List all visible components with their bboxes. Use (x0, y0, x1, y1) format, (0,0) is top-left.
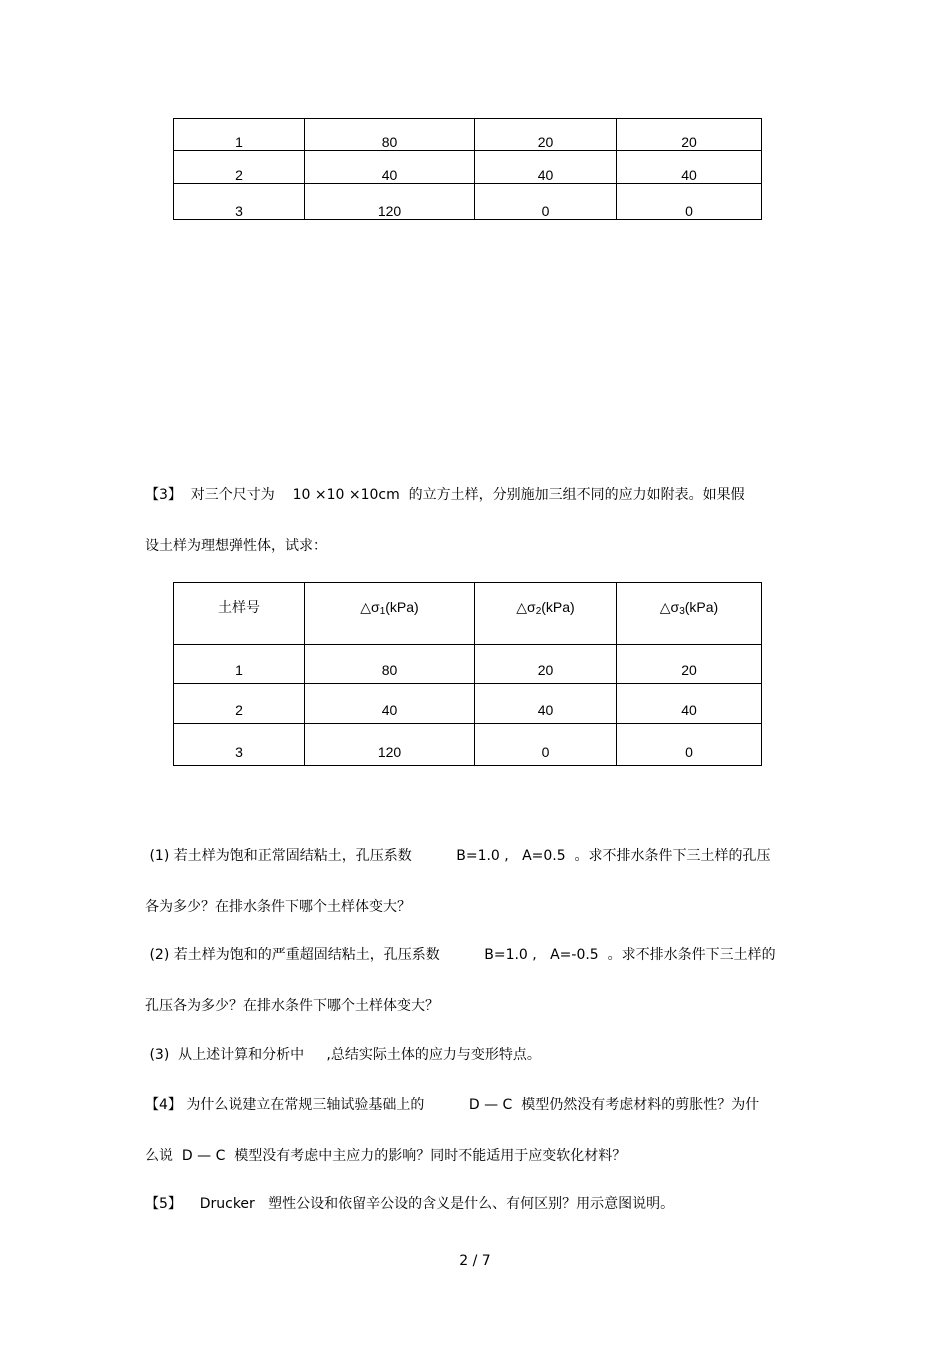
header-delta-sigma-2: $\triangle\sigma_2(kPa)$ (475, 583, 617, 645)
question-2-line-1: (2) 若土样为饱和的严重超固结粘土，孔压系数 B=1.0 , A=-0.5 。求不排水条件下三土样的 (145, 947, 776, 963)
question-2-line-2: 孔压各为多少？在排水条件下哪个土样体变大？ (145, 998, 439, 1014)
header-delta-sigma-3: $\triangle\sigma_3(kPa)$ (617, 583, 762, 645)
problem-5-text: 【5】 Drucker 塑性公设和依留辛公设的含义是什么、有何区别？用示意图说明。 (145, 1196, 675, 1212)
table-cell: 1 (174, 119, 305, 151)
table-cell: 20 (475, 119, 617, 151)
table-row (174, 724, 762, 766)
table-cell: 2 (174, 151, 305, 184)
top-stress-table (173, 118, 762, 220)
table-cell: 120 (305, 184, 475, 220)
table-cell: 0 (475, 184, 617, 220)
table-row (174, 684, 762, 724)
table-cell: 40 (475, 151, 617, 184)
header-delta-sigma-1: $\triangle\sigma_1(kPa)$ (305, 583, 475, 645)
problem-4-text-line-1: 【4】 为什么说建立在常规三轴试验基础上的 D — C 模型仍然没有考虑材料的剪胀性？为什 (145, 1097, 760, 1113)
table-cell: 3 (174, 724, 305, 766)
table-cell: 40 (305, 684, 475, 724)
problem-3-text-line-2: 设土样为理想弹性体，试求： (145, 538, 327, 554)
table-cell: 120 (305, 724, 475, 766)
page-number: 2 / 7 (459, 1253, 491, 1269)
problem-3-text-line-1: 【3】 对三个尺寸为 10 ×10 ×10cm 的立方土样，分别施加三组不同的应力如附表。如果假 (145, 487, 745, 503)
stress-table (173, 582, 762, 766)
table-cell: 80 (305, 645, 475, 684)
header-sample-no: 土样号 (174, 583, 305, 645)
table-cell: 20 (617, 645, 762, 684)
table-cell: 1 (174, 645, 305, 684)
question-1-line-2: 各为多少？在排水条件下哪个土样体变大？ (145, 899, 411, 915)
table-row (174, 119, 762, 151)
table-cell: 0 (617, 724, 762, 766)
table-cell: 20 (617, 119, 762, 151)
table-cell: 2 (174, 684, 305, 724)
table-cell: 40 (475, 684, 617, 724)
table-header-row (174, 583, 762, 645)
question-1-line-1: (1) 若土样为饱和正常固结粘土，孔压系数 B=1.0 , A=0.5 。求不排水条件下三土样的孔压 (145, 848, 771, 864)
table-cell: 40 (617, 151, 762, 184)
table-row (174, 645, 762, 684)
table-row (174, 151, 762, 184)
table-cell: 40 (305, 151, 475, 184)
table-cell: 0 (475, 724, 617, 766)
table-cell: 20 (475, 645, 617, 684)
table-cell: 80 (305, 119, 475, 151)
problem-4-text-line-2: 么说 D — C 模型没有考虑中主应力的影响？同时不能适用于应变软化材料？ (145, 1148, 627, 1164)
table-cell: 40 (617, 684, 762, 724)
table-row (174, 184, 762, 220)
table-cell: 0 (617, 184, 762, 220)
question-3-line-1: (3) 从上述计算和分析中 ,总结实际土体的应力与变形特点。 (145, 1047, 541, 1063)
table-cell: 3 (174, 184, 305, 220)
